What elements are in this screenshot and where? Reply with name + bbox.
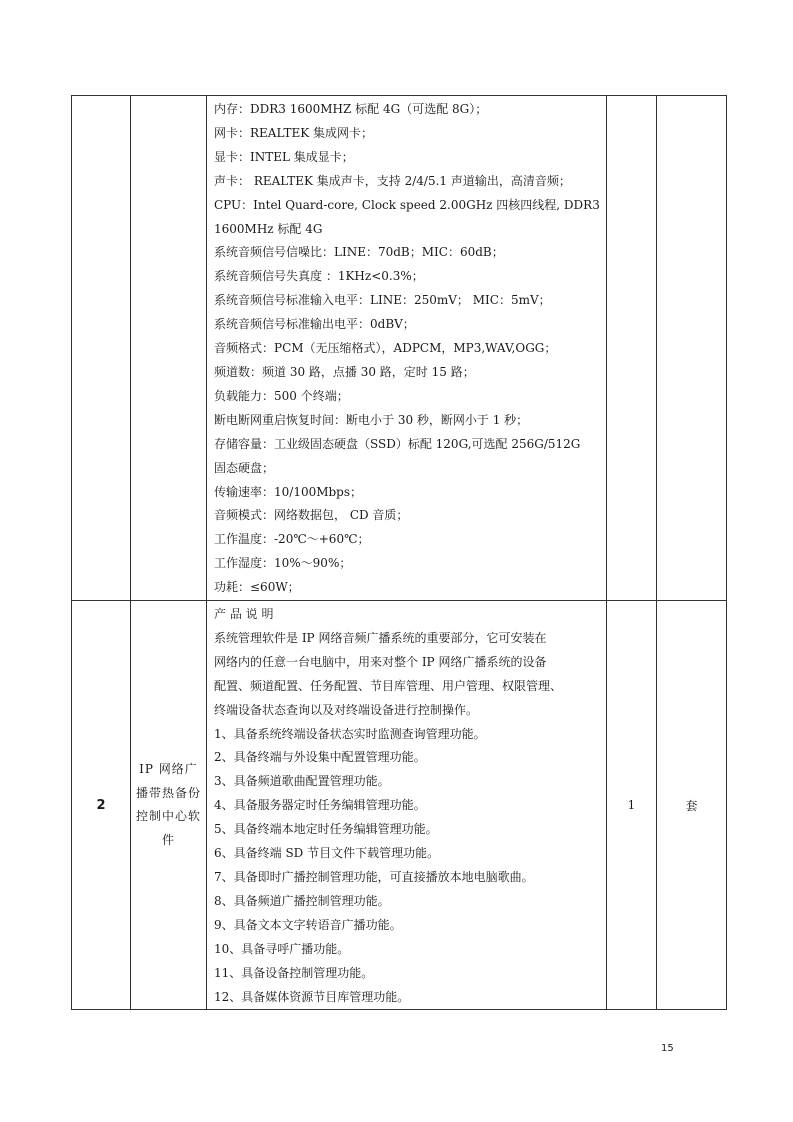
spec-line: 存储容量：工业级固态硬盘（SSD）标配 120G,可选配 256G/512G: [214, 436, 581, 451]
spec-line: 8、具备频道广播控制管理功能。: [214, 893, 390, 908]
spec-line: 9、具备文本文字转语音广播功能。: [214, 917, 402, 932]
spec-line: 传输速率：10/100Mbps；: [214, 484, 363, 499]
spec-line: 2、具备终端与外设集中配置管理功能。: [214, 750, 426, 765]
spec-line: 工作温度：-20℃～+60℃；: [214, 532, 370, 547]
spec-line: 频道数：频道 30 路，点播 30 路，定时 15 路；: [214, 364, 475, 379]
spec-table: [71, 95, 727, 1010]
quantity-cell: 1: [607, 601, 657, 1010]
spec-line: 配置、频道配置、任务配置、节目库管理、用户管理、权限管理、: [214, 678, 563, 693]
spec-line: 功耗：≤60W；: [214, 580, 300, 595]
spec-line: 网络内的任意一台电脑中，用来对整个 IP 网络广播系统的设备: [214, 654, 547, 669]
spec-line: 11、具备设备控制管理功能。: [214, 965, 374, 980]
spec-line: 终端设备状态查询以及对终端设备进行控制操作。: [214, 702, 479, 717]
spec-description-cell: [207, 601, 607, 1010]
spec-line: 6、具备终端 SD 节目文件下载管理功能。: [214, 846, 440, 861]
spec-line: 12、具备媒体资源节目库管理功能。: [214, 989, 410, 1004]
spec-line: 系统音频信号失真度 ：1KHz<0.3%；: [214, 269, 424, 284]
spec-line: 系统音频信号标准输出电平：0dBV；: [214, 317, 415, 332]
spec-lines: [214, 98, 600, 600]
product-name-cell: IP 网络广播带热备份控制中心软件: [131, 601, 207, 1010]
table-row: [72, 601, 727, 1010]
spec-line: 4、具备服务器定时任务编辑管理功能。: [214, 798, 426, 813]
spec-line: 音频模式：网络数据包， CD 音质；: [214, 508, 409, 523]
spec-line: 工作湿度：10%～90%；: [214, 556, 352, 571]
spec-line: 网卡：REALTEK 集成网卡；: [214, 125, 373, 140]
spec-line: 系统音频信号信噪比：LINE：70dB；MIC：60dB；: [214, 245, 504, 260]
spec-line: 1、具备系统终端设备状态实时监测查询管理功能。: [214, 726, 486, 741]
spec-line: 产 品 说 明: [214, 607, 274, 622]
spec-line: 声卡： REALTEK 集成声卡，支持 2/4/5.1 声道输出，高清音频；: [214, 173, 571, 188]
spec-line: 音频格式：PCM（无压缩格式），ADPCM，MP3,WAV,OGG；: [214, 341, 557, 356]
spec-description-cell: [207, 96, 607, 601]
spec-line: 内存：DDR3 1600MHZ 标配 4G（可选配 8G）；: [214, 102, 488, 116]
row-number-cell: 2: [72, 601, 131, 1010]
page-number: 15: [661, 1043, 674, 1054]
table-row: [72, 96, 727, 601]
spec-line: 1600MHz 标配 4G: [214, 221, 323, 236]
spec-line: 显卡：INTEL 集成显卡；: [214, 149, 354, 164]
spec-line: 10、具备寻呼广播功能。: [214, 941, 350, 956]
product-name-cell: [131, 96, 207, 601]
spec-line: 断电断网重启恢复时间：断电小于 30 秒，断网小于 1 秒；: [214, 412, 529, 427]
row-number-cell: [72, 96, 131, 601]
spec-line: 3、具备频道歌曲配置管理功能。: [214, 774, 390, 789]
quantity-cell: [607, 96, 657, 601]
spec-lines: [214, 603, 600, 1009]
unit-cell: [657, 96, 727, 601]
spec-line: 系统管理软件是 IP 网络音频广播系统的重要部分，它可安装在: [214, 630, 547, 645]
spec-line: CPU：Intel Quard-core, Clock speed 2.00GHz 四核四线程, DDR3: [214, 197, 600, 212]
spec-line: 固态硬盘；: [214, 460, 275, 475]
spec-line: 7、具备即时广播控制管理功能，可直接播放本地电脑歌曲。: [214, 870, 534, 884]
spec-line: 负载能力：500 个终端；: [214, 388, 349, 403]
spec-line: 5、具备终端本地定时任务编辑管理功能。: [214, 822, 438, 837]
unit-cell: 套: [657, 601, 727, 1010]
spec-line: 系统音频信号标准输入电平：LINE：250mV； MIC：5mV；: [214, 293, 551, 308]
